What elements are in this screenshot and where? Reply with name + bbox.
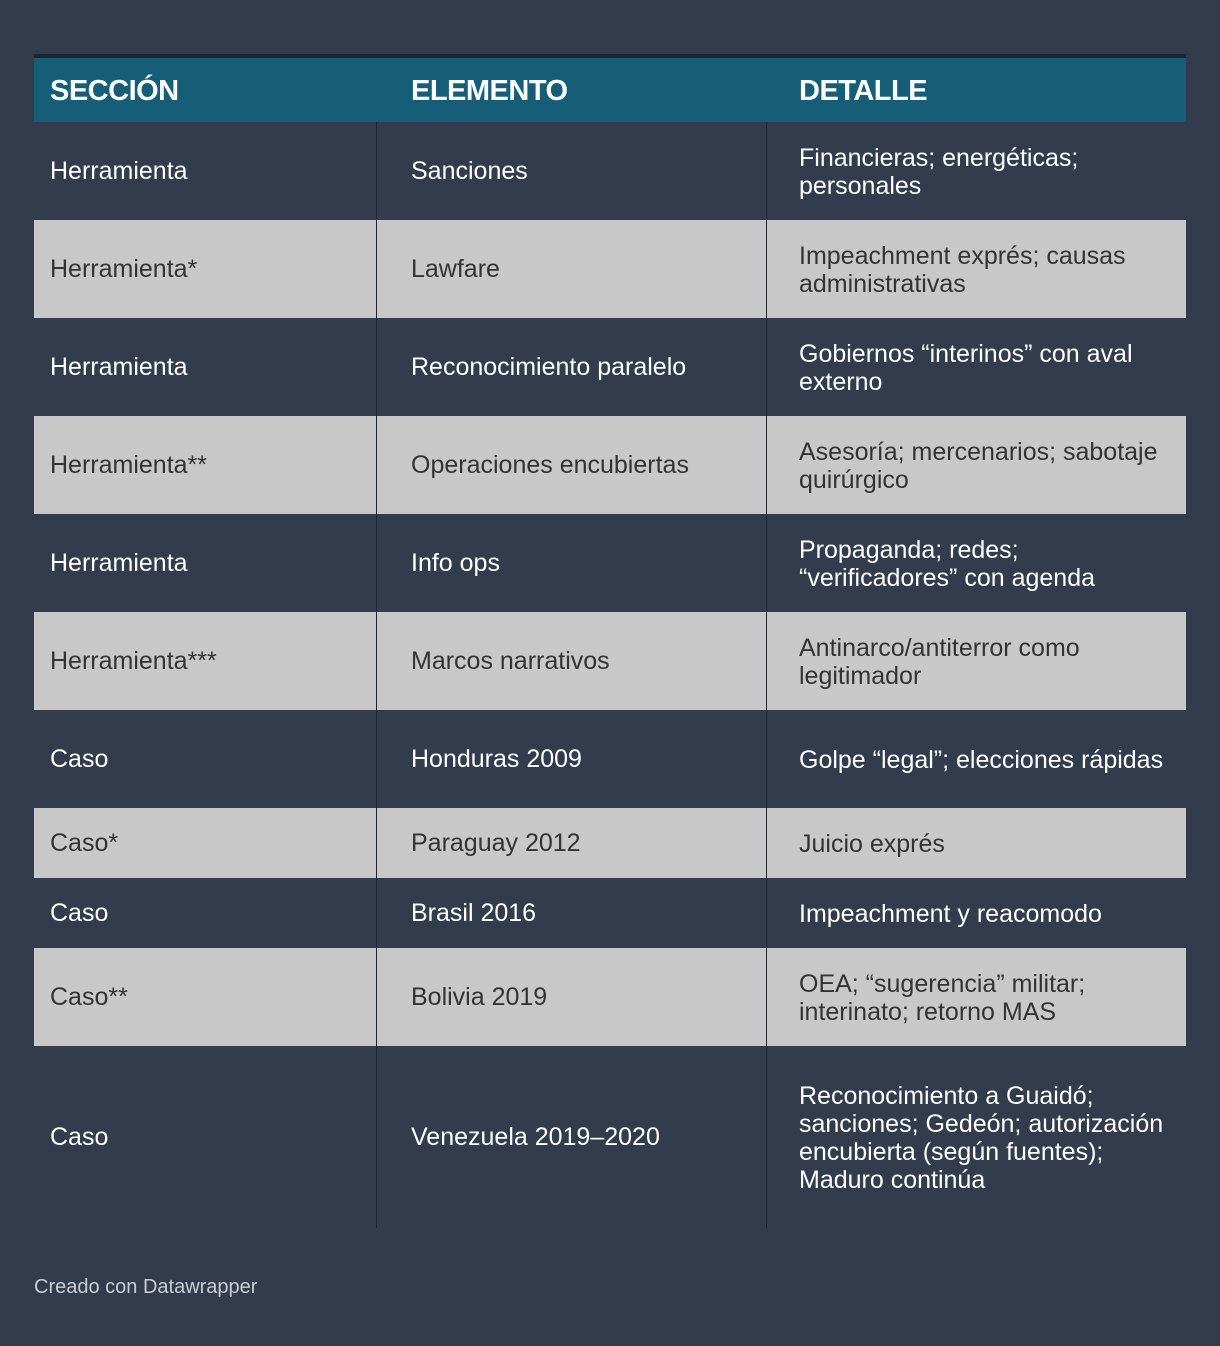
cell-seccion: Herramienta**: [34, 416, 377, 514]
table-row: [34, 710, 1186, 808]
cell-seccion: Caso: [34, 1046, 377, 1228]
table-row: [34, 416, 1186, 514]
cell-seccion: Herramienta: [34, 514, 377, 612]
cell-seccion: Caso*: [34, 808, 377, 878]
cell-elemento: Venezuela 2019–2020: [377, 1046, 767, 1228]
cell-seccion: Herramienta***: [34, 612, 377, 710]
cell-detalle: Juicio exprés: [799, 829, 945, 858]
cell-seccion: Caso**: [34, 948, 377, 1046]
table-row: [34, 1046, 1186, 1228]
cell-detalle: OEA; “sugerencia” militar; interinato; retorno MAS: [799, 969, 1086, 1026]
cell-detalle: Impeachment y reacomodo: [799, 899, 1102, 928]
footer-credit[interactable]: Creado con Datawrapper: [34, 1276, 258, 1298]
cell-detalle: Gobiernos “interinos” con aval externo: [799, 339, 1133, 396]
data-table: [34, 54, 1186, 1228]
cell-seccion: Caso: [34, 878, 377, 948]
header-elemento[interactable]: ELEMENTO: [411, 74, 568, 107]
header-seccion[interactable]: SECCIÓN: [50, 74, 179, 107]
table-row: [34, 878, 1186, 948]
table-row: [34, 514, 1186, 612]
table-row: [34, 122, 1186, 220]
cell-elemento: Paraguay 2012: [377, 808, 767, 878]
table-body: [34, 122, 1186, 1228]
cell-elemento: Marcos narrativos: [377, 612, 767, 710]
cell-detalle: Asesoría; mercenarios; sabotaje quirúrgico: [799, 437, 1158, 494]
header-detalle[interactable]: DETALLE: [799, 74, 928, 107]
table-row: [34, 948, 1186, 1046]
cell-seccion: Herramienta: [34, 318, 377, 416]
cell-elemento: Sanciones: [377, 122, 767, 220]
cell-detalle: Impeachment exprés; causas administrativas: [799, 241, 1126, 298]
table-row: [34, 318, 1186, 416]
table-row: [34, 808, 1186, 878]
cell-elemento: Honduras 2009: [377, 710, 767, 808]
cell-detalle: Propaganda; redes; “verificadores” con agenda: [799, 535, 1095, 592]
cell-elemento: Info ops: [377, 514, 767, 612]
cell-elemento: Brasil 2016: [377, 878, 767, 948]
cell-seccion: Herramienta*: [34, 220, 377, 318]
cell-seccion: Caso: [34, 710, 377, 808]
cell-detalle: Antinarco/antiterror como legitimador: [799, 633, 1080, 690]
cell-detalle: Golpe “legal”; elecciones rápidas: [799, 745, 1164, 774]
cell-elemento: Lawfare: [377, 220, 767, 318]
table-header: [34, 54, 1186, 122]
table-row: [34, 220, 1186, 318]
cell-detalle: Financieras; energéticas; personales: [799, 143, 1079, 200]
cell-elemento: Bolivia 2019: [377, 948, 767, 1046]
cell-detalle: Reconocimiento a Guaidó; sanciones; Gedeón; autorización encubierta (según fuentes); Maduro continúa: [799, 1081, 1164, 1194]
cell-seccion: Herramienta: [34, 122, 377, 220]
cell-elemento: Operaciones encubiertas: [377, 416, 767, 514]
cell-elemento: Reconocimiento paralelo: [377, 318, 767, 416]
table-row: [34, 612, 1186, 710]
